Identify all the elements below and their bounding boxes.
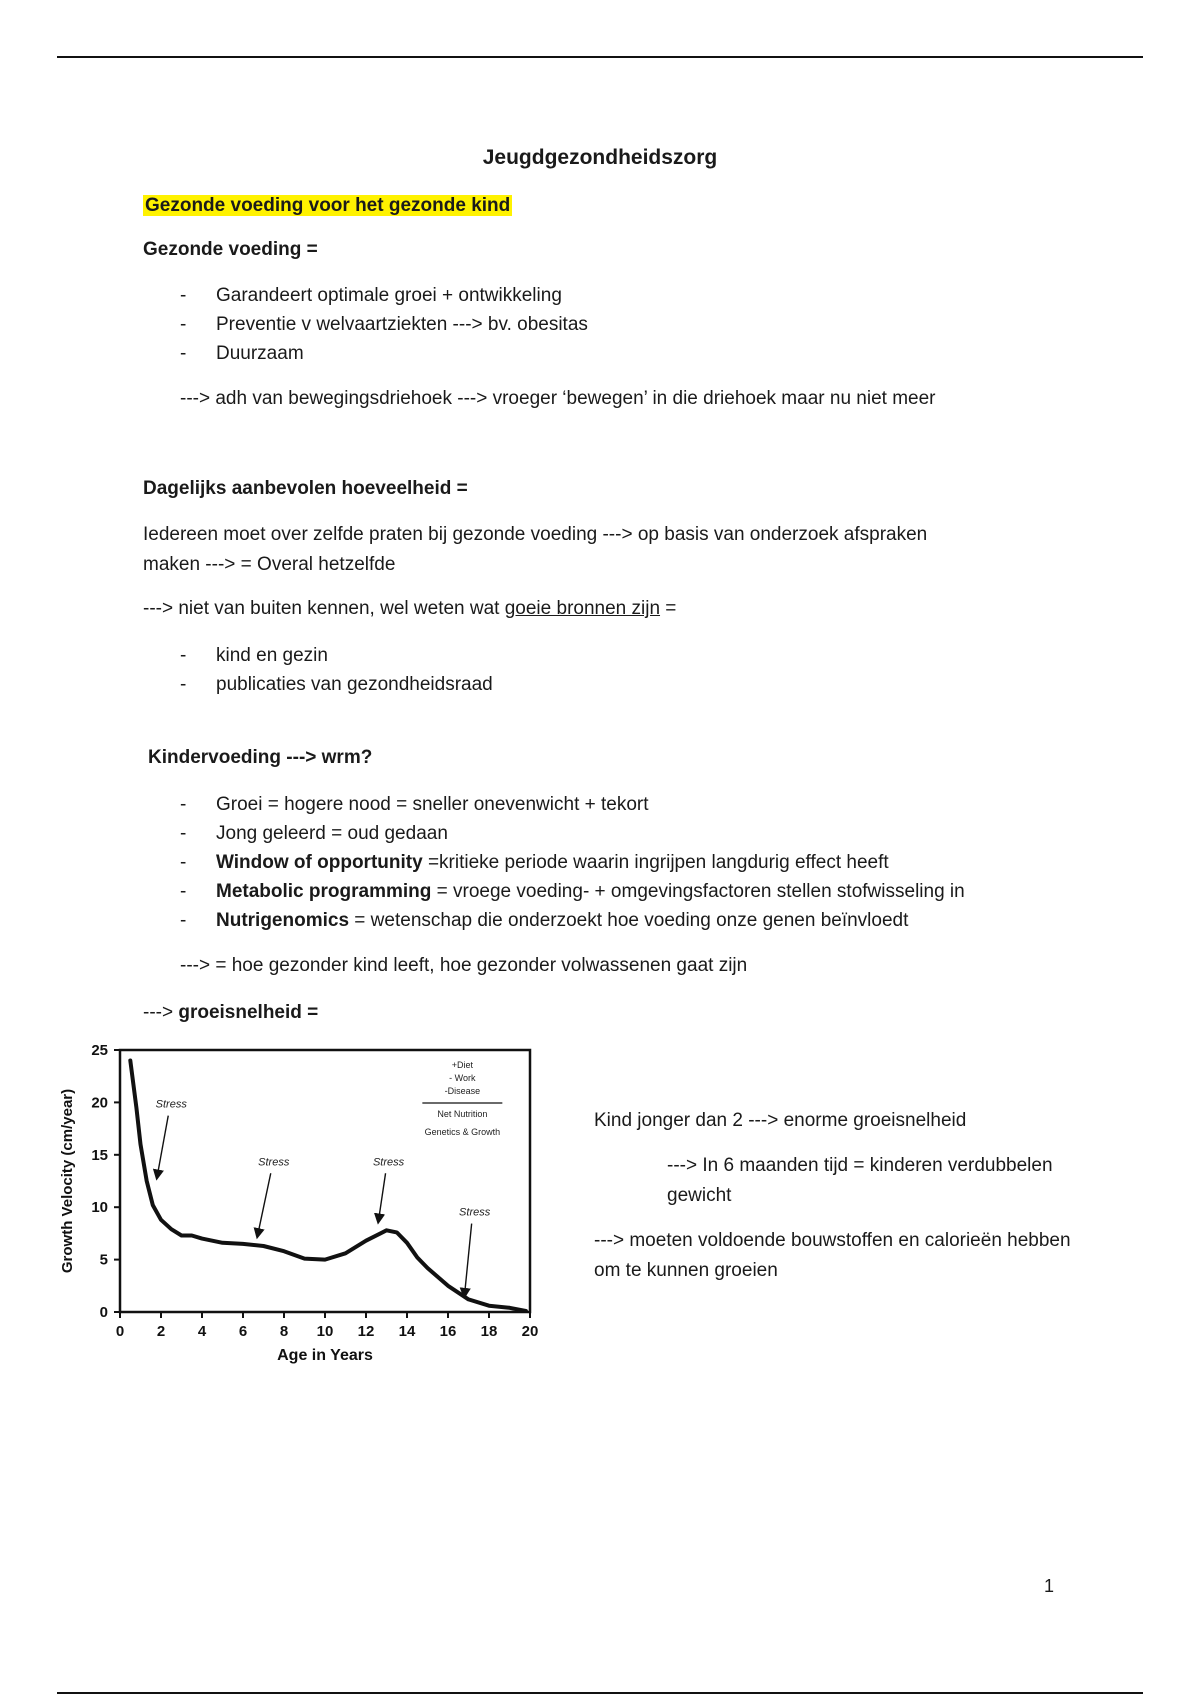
sources-suffix: = — [660, 598, 677, 619]
side-note-2b: gewicht — [667, 1185, 732, 1206]
sources-underlined: goeie bronnen zijn — [504, 598, 661, 619]
list-item — [180, 848, 965, 877]
item-text: Groei = hogere nood = sneller onevenwicht + tekort — [216, 794, 649, 815]
y-tick-label: 25 — [91, 1042, 108, 1059]
x-tick-label: 8 — [279, 1323, 289, 1340]
x-tick-label: 12 — [357, 1323, 375, 1340]
x-tick-label: 10 — [316, 1323, 334, 1340]
block1-list — [180, 281, 588, 368]
list-item — [180, 906, 965, 935]
block2-heading: Dagelijks aanbevolen hoeveelheid = — [143, 478, 468, 499]
x-tick-label: 0 — [115, 1323, 125, 1340]
highlighted-heading: Gezonde voeding voor het gezonde kind — [145, 195, 511, 216]
stress-annotation-label: Stress — [258, 1156, 290, 1169]
stress-annotation-label: Stress — [372, 1156, 405, 1169]
legend-factor: +Diet — [451, 1060, 473, 1070]
side-note-2a: ---> In 6 maanden tijd = kinderen verdubbelen — [667, 1155, 1053, 1176]
side-note-3b: om te kunnen groeien — [594, 1260, 778, 1281]
section-heading — [143, 191, 512, 221]
block3-conclusion: ---> = hoe gezonder kind leeft, hoe gezonder volwassenen gaat zijn — [180, 955, 748, 976]
item-text: = vroege voeding- + omgevingsfactoren stellen stofwisseling in — [431, 881, 965, 902]
block1-note: ---> adh van bewegingsdriehoek ---> vroeger ‘bewegen’ in die driehoek maar nu niet meer — [180, 388, 936, 409]
list-item: - Duurzaam — [180, 339, 588, 368]
side-note-3a: ---> moeten voldoende bouwstoffen en calorieën hebben — [594, 1230, 1071, 1251]
item-term: Metabolic programming — [216, 881, 432, 902]
block2-para-line1: Iedereen moet over zelfde praten bij gezonde voeding ---> op basis van onderzoek afspraken — [143, 524, 928, 545]
block1-heading: Gezonde voeding = — [143, 239, 318, 260]
list-item — [180, 819, 965, 848]
top-rule — [57, 56, 1143, 58]
legend-factor: -Disease — [444, 1086, 481, 1096]
list-item: - kind en gezin — [180, 641, 493, 670]
item-text: Jong geleerd = oud gedaan — [216, 823, 448, 844]
y-axis-label: Growth Velocity (cm/year) — [59, 1088, 76, 1274]
x-tick-label: 20 — [521, 1323, 539, 1340]
block2-list — [180, 641, 493, 699]
page-number: 1 — [1044, 1576, 1055, 1596]
x-tick-label: 2 — [156, 1323, 166, 1340]
list-item — [180, 877, 965, 906]
list-item — [180, 790, 965, 819]
x-tick-label: 4 — [197, 1323, 207, 1340]
x-axis-label: Age in Years — [277, 1347, 373, 1364]
growth-label-line — [143, 998, 318, 1028]
growth-velocity-chart — [55, 1040, 555, 1370]
block3-heading: Kindervoeding ---> wrm? — [148, 747, 373, 768]
y-tick-label: 0 — [99, 1304, 108, 1321]
y-tick-label: 15 — [91, 1146, 108, 1164]
page-title: Jeugdgezondheidszorg — [482, 146, 718, 169]
x-tick-label: 6 — [238, 1323, 248, 1340]
sources-prefix: ---> niet van buiten kennen, wel weten wat — [143, 598, 505, 619]
item-text: = wetenschap die onderzoekt hoe voeding onze genen beïnvloedt — [349, 910, 909, 931]
legend-result: Net Nutrition — [437, 1109, 488, 1119]
block2-para-line2: maken ---> = Overal hetzelfde — [143, 554, 396, 575]
stress-annotation-arrow — [378, 1173, 385, 1222]
list-item: - publicaties van gezondheidsraad — [180, 670, 493, 699]
item-term: Window of opportunity — [216, 852, 423, 873]
y-tick-label: 10 — [91, 1199, 108, 1217]
growth-label: groeisnelheid = — [178, 1002, 319, 1023]
stress-annotation-arrow — [157, 1116, 168, 1178]
y-tick-label: 20 — [91, 1094, 108, 1112]
legend-factor: - Work — [449, 1073, 476, 1083]
bottom-rule — [57, 1692, 1143, 1694]
growth-prefix: ---> — [143, 1002, 179, 1023]
stress-annotation-label: Stress — [155, 1098, 187, 1111]
x-tick-label: 18 — [480, 1323, 498, 1340]
item-term: Nutrigenomics — [216, 910, 350, 931]
side-note-1: Kind jonger dan 2 ---> enorme groeisnelheid — [594, 1110, 967, 1131]
stress-annotation-arrow — [464, 1224, 471, 1297]
list-item: - Preventie v welvaartziekten ---> bv. obesitas — [180, 310, 588, 339]
block3-list — [180, 790, 965, 935]
list-item: - Garandeert optimale groei + ontwikkeling — [180, 281, 588, 310]
legend-footer: Genetics & Growth — [424, 1127, 501, 1137]
x-tick-label: 14 — [398, 1323, 416, 1340]
stress-annotation-arrow — [257, 1173, 270, 1236]
x-tick-label: 16 — [439, 1323, 457, 1340]
stress-annotation-label: Stress — [459, 1206, 491, 1219]
block2-sources-line — [143, 594, 676, 624]
y-tick-label: 5 — [99, 1251, 108, 1269]
item-text: =kritieke periode waarin ingrijpen langdurig effect heeft — [422, 852, 889, 873]
